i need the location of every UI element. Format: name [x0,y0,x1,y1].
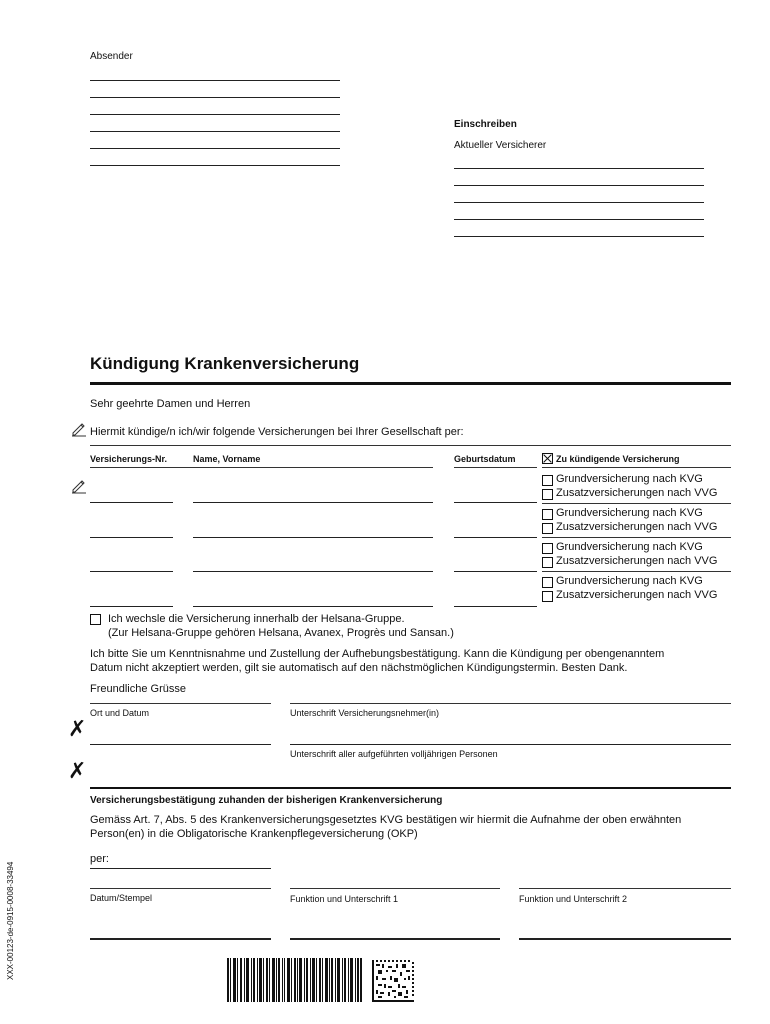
confirmation-title: Versicherungsbestätigung zuhanden der bisherigen Krankenversicherung [90,795,443,806]
pencil-icon [71,421,87,437]
closing: Freundliche Grüsse [90,683,186,695]
sender-line-4[interactable] [90,131,340,132]
row3-supp-checkbox[interactable] [542,557,553,568]
row1-basic-label: Grundversicherung nach KVG [556,473,703,485]
header-name: Name, Vorname [193,454,261,464]
request-line-1: Ich bitte Sie um Kenntnisnahme und Zustellung der Aufhebungsbestätigung. Kann die Kündigung per obengenanntem [90,648,665,660]
insurer-line-4[interactable] [454,219,704,220]
func-sig1-top-rule [290,888,500,889]
row3-basic-label: Grundversicherung nach KVG [556,541,703,553]
func-sig2-top-rule [519,888,731,889]
sign-here-mark: ✗ [68,759,87,784]
row3-birthdate-field[interactable] [454,571,537,572]
per-field[interactable] [90,868,271,869]
row3-supp-label: Zusatzversicherungen nach VVG [556,555,718,567]
sender-line-2[interactable] [90,97,340,98]
insurer-line-3[interactable] [454,202,704,203]
header-insurance-number: Versicherungs-Nr. [90,454,168,464]
func-sig2-field[interactable] [519,938,731,940]
row2-name-field[interactable] [193,537,433,538]
insurer-label: Aktueller Versicherer [454,140,547,151]
page-title: Kündigung Krankenversicherung [90,354,360,373]
row4-supp-label: Zusatzversicherungen nach VVG [556,589,718,601]
row4-basic-checkbox[interactable] [542,577,553,588]
datamatrix-image [372,960,414,1002]
intro-text: Hiermit kündige/n ich/wir folgende Versicherungen bei Ihrer Gesellschaft per: [90,426,464,438]
row1-supp-label: Zusatzversicherungen nach VVG [556,487,718,499]
sender-line-1[interactable] [90,80,340,81]
row3-rule [542,571,731,572]
barcode-image [227,958,362,1002]
row4-number-field[interactable] [90,606,173,607]
date-stamp-label: Datum/Stempel [90,893,153,903]
policyholder-sign-field[interactable] [290,744,731,745]
row4-birthdate-field[interactable] [454,606,537,607]
row1-birthdate-field[interactable] [454,502,537,503]
policyholder-top-rule [290,703,731,704]
switch-line-1: Ich wechsle die Versicherung innerhalb der Helsana-Gruppe. [108,613,405,625]
row1-name-field[interactable] [193,502,433,503]
row2-rule [542,537,731,538]
row1-number-field[interactable] [90,502,173,503]
all-adults-sign-label: Unterschrift aller aufgeführten volljährigen Personen [290,749,498,759]
row1-basic-checkbox[interactable] [542,475,553,486]
document-code: XXX-00123-de-0915-0008-33494 [6,861,15,980]
date-stamp-field[interactable] [90,938,271,940]
place-date-label: Ort und Datum [90,708,150,718]
row3-name-field[interactable] [193,571,433,572]
row2-basic-label: Grundversicherung nach KVG [556,507,703,519]
header-birthdate: Geburtsdatum [454,454,516,464]
place-date-field[interactable] [90,744,271,745]
insurer-line-5[interactable] [454,236,704,237]
row4-basic-label: Grundversicherung nach KVG [556,575,703,587]
row1-supp-checkbox[interactable] [542,489,553,500]
confirmation-rule [90,787,731,789]
sender-line-6[interactable] [90,165,340,166]
row4-supp-checkbox[interactable] [542,591,553,602]
salutation: Sehr geehrte Damen und Herren [90,398,251,410]
func-sig2-label: Funktion und Unterschrift 2 [519,894,628,904]
title-rule [90,382,731,385]
sender-line-5[interactable] [90,148,340,149]
header-checked-box [542,453,553,464]
request-line-2: Datum nicht akzeptiert werden, gilt sie automatisch auf den nächstmöglichen Kündigungstermin. Besten Dank. [90,662,628,674]
row2-supp-checkbox[interactable] [542,523,553,534]
row3-basic-checkbox[interactable] [542,543,553,554]
confirmation-text-2: Person(en) in die Obligatorische Krankenpflegeversicherung (OKP) [90,828,418,840]
row2-birthdate-field[interactable] [454,537,537,538]
header-rule-right [542,467,731,468]
sign-here-mark: ✗ [68,717,87,742]
row2-basic-checkbox[interactable] [542,509,553,520]
pencil-icon [71,478,87,494]
row2-number-field[interactable] [90,537,173,538]
header-rule-mid [454,467,537,468]
sender-line-3[interactable] [90,114,340,115]
date-stamp-top-rule [90,888,271,889]
place-date-top-rule [90,703,271,704]
intro-rule [90,445,731,446]
row2-supp-label: Zusatzversicherungen nach VVG [556,521,718,533]
sender-label: Absender [90,51,133,62]
row1-rule [542,503,731,504]
confirmation-text-1: Gemäss Art. 7, Abs. 5 des Krankenversicherungsgesetztes KVG bestätigen wir hiermit die Aufnahme der oben erwähnten [90,814,682,826]
switch-group-checkbox[interactable] [90,614,101,625]
switch-line-2: (Zur Helsana-Gruppe gehören Helsana, Avanex, Progrès und Sansan.) [108,627,454,639]
policyholder-sign-label: Unterschrift Versicherungsnehmer(in) [290,708,440,718]
func-sig1-field[interactable] [290,938,500,940]
row4-name-field[interactable] [193,606,433,607]
per-label: per: [90,853,109,865]
header-insurance-type: Zu kündigende Versicherung [556,454,680,464]
func-sig1-label: Funktion und Unterschrift 1 [290,894,399,904]
row3-number-field[interactable] [90,571,173,572]
header-rule-left [90,467,433,468]
registered-label: Einschreiben [454,119,517,130]
insurer-line-2[interactable] [454,185,704,186]
insurer-line-1[interactable] [454,168,704,169]
